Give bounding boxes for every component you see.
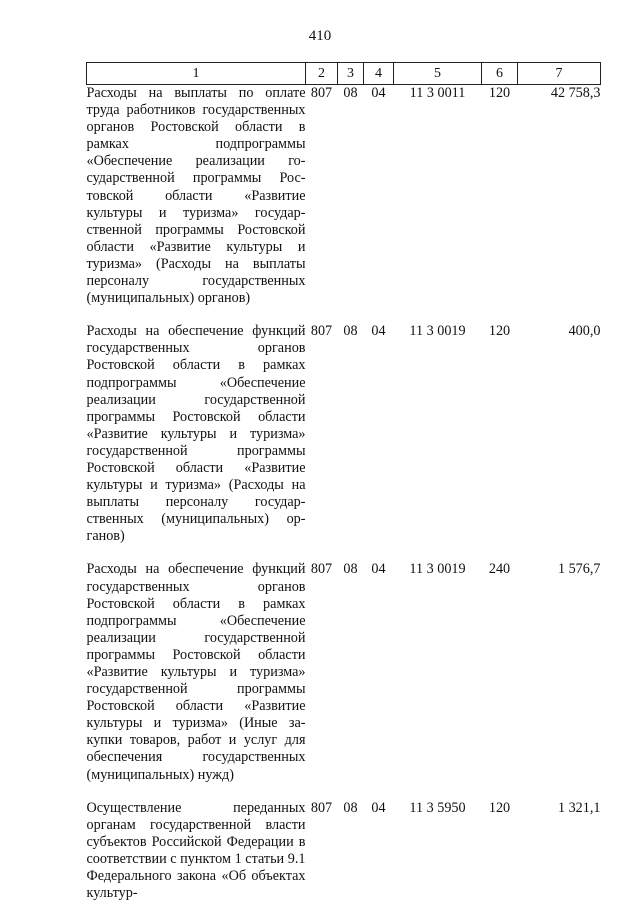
column-header-2: 2 xyxy=(306,63,338,85)
table-row xyxy=(87,561,601,783)
row-col5: 11 3 5950 xyxy=(409,799,466,816)
row-col3: 08 xyxy=(343,85,358,101)
table-row xyxy=(87,85,601,308)
row-col4: 04 xyxy=(371,799,386,816)
row-col7: 42 758,3 xyxy=(550,85,601,101)
row-col4: 04 xyxy=(371,323,386,340)
row-col3: 08 xyxy=(343,323,358,340)
row-col3: 08 xyxy=(343,561,358,578)
row-col4: 04 xyxy=(371,85,386,101)
row-col6: 240 xyxy=(488,561,511,578)
row-name: Осуществление переданных органам государственной власти субъектов Российской Федерации в соответствии с пунктом 1 статьи 9.1 Федерального закона «Об объектах культур- xyxy=(86,799,306,902)
column-header-3: 3 xyxy=(338,63,364,85)
row-col2: 807 xyxy=(310,799,333,816)
row-col5: 11 3 0019 xyxy=(409,561,466,578)
row-gap xyxy=(87,307,601,323)
row-col3: 08 xyxy=(343,799,358,816)
column-header-7: 7 xyxy=(518,63,601,85)
table-row xyxy=(87,800,601,903)
row-col5: 11 3 0019 xyxy=(409,323,466,340)
table-row xyxy=(87,323,601,545)
row-gap xyxy=(87,545,601,561)
row-col6: 120 xyxy=(488,799,511,816)
row-col2: 807 xyxy=(310,561,333,578)
row-col7: 1 321,1 xyxy=(557,799,601,816)
row-col6: 120 xyxy=(488,85,511,101)
column-header-5: 5 xyxy=(394,63,482,85)
row-col2: 807 xyxy=(310,85,333,101)
row-col6: 120 xyxy=(488,323,511,340)
page-number: 410 xyxy=(308,28,332,44)
row-col7: 1 576,7 xyxy=(557,561,601,578)
row-col2: 807 xyxy=(310,323,333,340)
row-col4: 04 xyxy=(371,561,386,578)
row-col5: 11 3 0011 xyxy=(409,85,466,101)
table-header-row xyxy=(87,63,601,85)
row-name: Расходы на обеспечение функций государственных органов Ростовской области в рамках подпрограммы «Обеспечение реализации государственной программы Ростовской области «Развитие культуры и туризма» государственной программы Ростовской области «Развитие культуры и туризма» (Расходы на выплаты персоналу государственных (муниципальных) органов) xyxy=(86,323,306,545)
budget-table xyxy=(86,62,601,902)
column-header-6: 6 xyxy=(482,63,518,85)
row-col7: 400,0 xyxy=(568,323,601,340)
column-header-1: 1 xyxy=(87,63,306,85)
row-name: Расходы на выплаты по оплате труда работников государственных органов Ростовской области в рамках подпрограммы «Обеспечение реализации государственной программы Ростовской области «Развитие культуры и туризма» государственной программы Ростовской области «Развитие культуры и туризма» (Расходы на выплаты персоналу государственных (муниципальных) органов) xyxy=(86,85,306,307)
column-header-4: 4 xyxy=(364,63,394,85)
row-name: Расходы на обеспечение функций государственных органов Ростовской области в рамках подпрограммы «Обеспечение реализации государственной программы Ростовской области «Развитие культуры и туризма» государственной программы Ростовской области «Развитие культуры и туризма» (Иные закупки товаров, работ и услуг для обеспечения государственных (муниципальных) нужд) xyxy=(86,561,306,783)
row-gap xyxy=(87,784,601,800)
